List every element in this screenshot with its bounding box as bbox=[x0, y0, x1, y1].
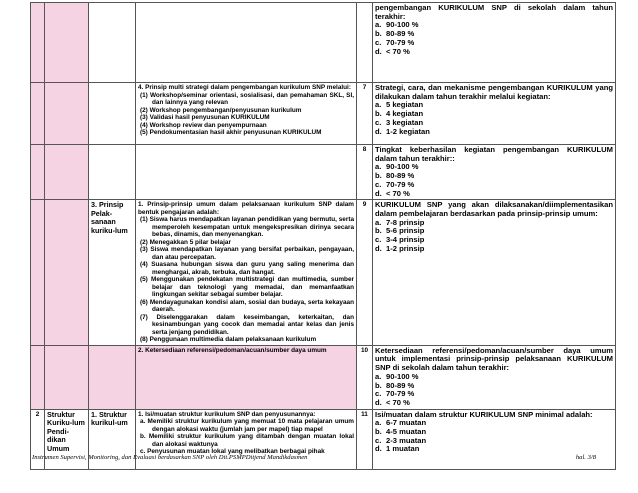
question-number-cell bbox=[357, 3, 373, 83]
page-footer bbox=[32, 454, 614, 461]
option-item: a. 90-100 % bbox=[375, 162, 419, 172]
option-item: c. 70-79 % bbox=[375, 179, 415, 189]
question-text: Strategi, cara, dan mekanisme pengembangan KURIKULUM yang dilakukan dalam tahun terakhir melalui kegiatan: bbox=[375, 83, 613, 101]
option-item: a. 90-100 % bbox=[375, 20, 419, 30]
option-item: a. 5 kegiatan bbox=[375, 100, 424, 110]
sub-cell bbox=[89, 345, 136, 409]
row-number-cell bbox=[31, 145, 45, 200]
row-number-cell bbox=[31, 345, 45, 409]
criterion-item: c. Penyusunan muatan lokal yang melibatkan berbagai pihak bbox=[140, 448, 325, 456]
option-item: d. 1-2 prinsip bbox=[375, 243, 425, 253]
option-item: b. 4 kegiatan bbox=[375, 109, 424, 119]
option-item: b. 5-6 prinsip bbox=[375, 226, 425, 236]
table-row bbox=[31, 200, 616, 346]
criterion-item: (7) Diselenggarakan dalam keseimbangan, keterkaitan, dan kesinambungan yang cocok dan memadai antar kelas dan jenis serta jenjang pendidikan. bbox=[140, 313, 354, 336]
option-item: a. 7-8 prinsip bbox=[375, 217, 425, 227]
criterion-item: (3) Validasi hasil penyusunan KURIKULUM bbox=[140, 114, 270, 121]
section-cell bbox=[45, 345, 89, 409]
criterion-item: (6) Mendayagunakan kondisi alam, sosial dan budaya, serta kekayaan daerah. bbox=[140, 298, 354, 314]
criterion-intro: 2. Ketersediaan referensi/pedoman/acuan/sumber daya umum bbox=[138, 346, 327, 354]
option-item: d. 1-2 kegiatan bbox=[375, 126, 430, 136]
criterion-item: (5) Menggunakan pendekatan multistrategi dan multimedia, sumber belajar dan teknologi yang memadai, dan memanfaatkan lingkungan sekitar sebagai sumber belajar. bbox=[140, 276, 354, 299]
option-item: c. 3-4 prinsip bbox=[375, 235, 425, 245]
criterion-item: (2) Menegakkan 5 pilar belajar bbox=[140, 238, 231, 246]
table-row bbox=[31, 345, 616, 409]
criterion-item: (4) Suasana hubungan siswa dan guru yang saling menerima dan menghargai, akrab, terbuka, dan hangat. bbox=[140, 261, 354, 276]
row-number: 2 bbox=[31, 409, 45, 469]
criterion-item: (5) Pendokumentasian hasil akhir penyusunan KURIKULUM bbox=[140, 129, 322, 136]
option-item: b. 80-89 % bbox=[375, 171, 415, 181]
sub-label: 1. Struktur kurikul-um bbox=[89, 409, 136, 469]
option-item: c. 70-79 % bbox=[375, 37, 415, 47]
criterion-intro: 4. Prinsip multi strategi dalam pengembangan kurikulum SNP melalui: bbox=[138, 84, 351, 91]
question-text: Isi/muatan dalam struktur KURIKULUM SNP minimal adalah: bbox=[375, 409, 593, 419]
table-row bbox=[31, 83, 616, 145]
criterion-item: (1) Siswa harus mendapatkan layanan pendidikan yang bermutu, serta memperoleh kesempatan untuk mengekspresikan dirinya secara bebas, dinamis, dan menyenangkan. bbox=[140, 216, 354, 239]
question-number: 9 bbox=[357, 200, 373, 346]
option-item: d. < 70 % bbox=[375, 46, 410, 56]
criterion-cell bbox=[136, 345, 357, 409]
question-number: 11 bbox=[357, 409, 373, 469]
option-item: d. < 70 % bbox=[375, 397, 410, 407]
sub-cell bbox=[89, 83, 136, 145]
sub-cell bbox=[89, 145, 136, 200]
criterion-cell bbox=[136, 3, 357, 83]
criterion-cell bbox=[136, 200, 357, 346]
row-number-cell bbox=[31, 83, 45, 145]
row-number-cell bbox=[31, 200, 45, 346]
criterion-cell bbox=[136, 145, 357, 200]
section-cell bbox=[45, 200, 89, 346]
criterion-item: b. Memiliki struktur kurikulum yang ditambah dengan muatan lokal dan alokasi waktunya bbox=[140, 433, 354, 448]
option-item: c. 3 kegiatan bbox=[375, 117, 424, 127]
criterion-intro: 1. Isi/muatan struktur kurikulum SNP dan penyusunannya: bbox=[138, 410, 316, 418]
option-item: c. 70-79 % bbox=[375, 389, 415, 399]
sub-cell bbox=[89, 3, 136, 83]
row-number-cell bbox=[31, 3, 45, 83]
criterion-intro: 1. Prinsip-prinsip umum dalam pelaksanaan kurikulum SNP dalam bentuk pengajaran adalah: bbox=[138, 201, 354, 216]
option-item: d. < 70 % bbox=[375, 188, 410, 198]
option-item: d. 1 muatan bbox=[375, 444, 420, 454]
option-item: b. 80-89 % bbox=[375, 380, 415, 390]
question-number: 10 bbox=[357, 345, 373, 409]
question-text: Ketersediaan referensi/pedoman/acuan/sumber daya umum untuk implementasi prinsip-prinsip pelaksanaan KURIKULUM SNP di sekolah dalam tahun terakhir: bbox=[375, 345, 613, 373]
question-text: KURIKULUM SNP yang akan dilaksanakan/diimplementasikan dalam pembelajaran berdasarkan pada prinsip-prinsip umum: bbox=[375, 200, 613, 218]
criterion-item: a. Memiliki struktur kurikulum yang memuat 10 mata pelajaran umum dengan alokasi waktu (jumlah jam per mapel) tiap mapel bbox=[140, 418, 354, 433]
question-cell bbox=[373, 345, 616, 409]
criterion-item: (4) Workshop review dan penyempurnaan bbox=[140, 121, 267, 129]
question-cell bbox=[373, 145, 616, 200]
option-item: a. 6-7 muatan bbox=[375, 418, 427, 428]
section-cell bbox=[45, 145, 89, 200]
section-label: Struktur Kuriku-lum Pendi-dikan Umum bbox=[45, 409, 89, 469]
option-item: b. 80-89 % bbox=[375, 29, 415, 39]
question-number: 8 bbox=[357, 145, 373, 200]
question-cell bbox=[373, 3, 616, 83]
section-cell bbox=[45, 83, 89, 145]
option-item: a. 90-100 % bbox=[375, 371, 419, 381]
criterion-item: (2) Workshop pengembangan/penyusunan kurikulum bbox=[140, 106, 302, 114]
option-item: b. 4-5 muatan bbox=[375, 427, 427, 437]
table-row bbox=[31, 145, 616, 200]
criterion-item: (3) Siswa mendapatkan layanan yang bersifat perbaikan, pengayaan, dan atau percepatan. bbox=[140, 246, 354, 261]
instrument-table bbox=[30, 2, 616, 470]
criterion-cell bbox=[136, 83, 357, 145]
sub-label: 3. Prinsip Pelak-sanaan kuriku-lum bbox=[89, 200, 136, 346]
page-number: hal. 3/8 bbox=[575, 454, 596, 461]
option-item: c. 2-3 muatan bbox=[375, 435, 427, 445]
question-cell bbox=[373, 83, 616, 145]
question-cell bbox=[373, 200, 616, 346]
criterion-item: (1) Workshop/seminar orientasi, sosialisasi, dan pemahaman SKL, SI, dan lainnya yang relevan bbox=[140, 91, 354, 106]
section-cell bbox=[45, 3, 89, 83]
table-row bbox=[31, 3, 616, 83]
criterion-item: (8) Penggunaan multimedia dalam pelaksanaan kurikulum bbox=[140, 336, 317, 344]
question-number: 7 bbox=[357, 83, 373, 145]
footer-title: Instrumen Supervisi, Monitoring, dan Evaluasi berdasarkan SNP oleh Dit.PSMPDitjend Mandikdasmen bbox=[32, 454, 308, 461]
question-text: Tingkat keberhasilan kegiatan pengembangan KURIKULUM dalam tahun terakhir:: bbox=[375, 145, 613, 163]
question-text: pengembangan KURIKULUM SNP di sekolah dalam tahun terakhir: bbox=[375, 3, 613, 21]
